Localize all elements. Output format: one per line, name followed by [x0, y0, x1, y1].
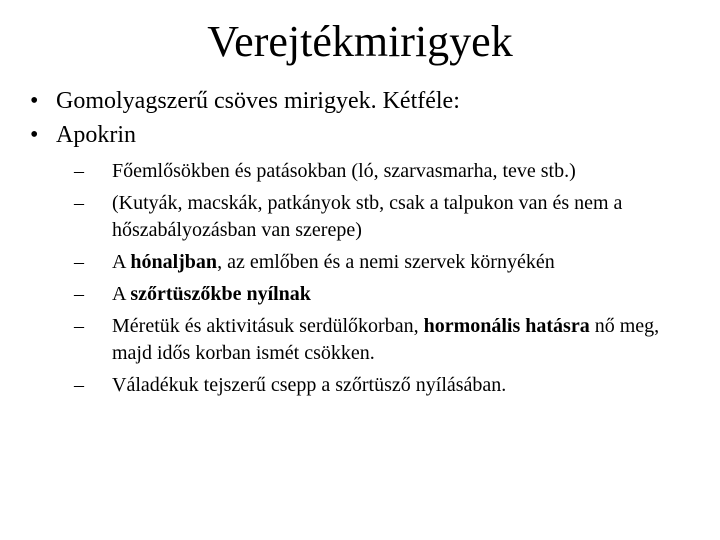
dash-marker: – — [74, 160, 84, 182]
sub-bullet-item — [30, 158, 674, 185]
dash-marker: – — [74, 192, 84, 214]
sub-bullet-item — [30, 190, 674, 244]
sub-bullet-item — [30, 249, 674, 276]
sub-bullet-list — [30, 158, 674, 399]
sub-bullet-text — [112, 315, 659, 364]
dash-marker: – — [74, 251, 84, 273]
text-segment: A — [112, 251, 131, 273]
dash-marker: – — [74, 283, 84, 305]
sub-bullet-text: (Kutyák, macskák, patkányok stb, csak a talpukon van és nem a hőszabályozásban van szerepe) — [112, 192, 623, 241]
bold-segment: szőrtüszőkbe nyílnak — [130, 283, 311, 305]
bullet-marker: • — [30, 88, 39, 114]
bullet-item — [30, 118, 700, 399]
text-segment: A — [112, 283, 131, 305]
text-segment: , az emlőben és a nemi szervek környékén — [217, 251, 555, 273]
sub-bullet-item — [30, 372, 674, 399]
dash-marker: – — [74, 374, 84, 396]
sub-bullet-text: Váladékuk tejszerű csepp a szőrtüsző nyílásában. — [112, 374, 507, 396]
sub-bullet-text — [112, 251, 555, 273]
slide-title: Verejtékmirigyek — [207, 17, 513, 66]
dash-marker: – — [74, 315, 84, 337]
bold-segment: hónaljban — [130, 251, 218, 273]
text-segment: Méretük és aktivitásuk serdülőkorban, — [112, 315, 424, 337]
bullet-item — [30, 84, 700, 118]
sub-bullet-item — [30, 281, 674, 308]
bullet-text: Gomolyagszerű csöves mirigyek. Kétféle: — [56, 88, 460, 114]
bullet-marker: • — [30, 122, 39, 148]
sub-bullet-text — [112, 283, 311, 305]
bold-segment: hormonális hatásra — [423, 315, 590, 337]
bullet-list — [30, 84, 700, 404]
sub-bullet-item — [30, 313, 674, 367]
bullet-text: Apokrin — [56, 122, 136, 148]
sub-bullet-text: Főemlősökben és patásokban (ló, szarvasmarha, teve stb.) — [112, 160, 576, 182]
text-segment: nő meg, majd idős korban ismét csökken. — [112, 315, 660, 364]
